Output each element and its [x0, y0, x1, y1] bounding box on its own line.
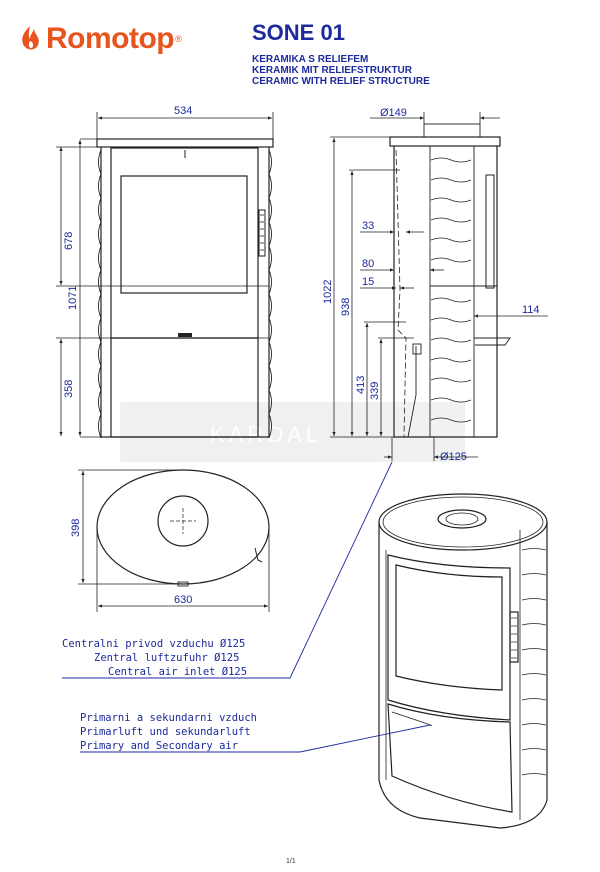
iso-door — [388, 555, 510, 720]
note-leaders — [62, 462, 430, 752]
isometric-view — [379, 494, 547, 828]
side-relief-pattern — [431, 158, 471, 422]
dim-side-413: 413 — [355, 375, 367, 394]
note-air-inlet-de: Zentral luftzufuhr Ø125 — [94, 652, 240, 664]
dim-plan-depth: 398 — [70, 518, 82, 537]
page-number: 1/1 — [286, 858, 296, 865]
subtitle-de: KERAMIK MIT RELIEFSTRUKTUR — [252, 65, 412, 76]
note-primary-air-en: Primary and Secondary air — [80, 740, 239, 752]
front-body — [101, 147, 269, 437]
dim-front-height-total: 1071 — [67, 285, 79, 310]
dim-side-15: 15 — [362, 276, 375, 288]
iso-relief-pattern — [522, 549, 546, 776]
side-body — [394, 146, 497, 437]
registered-mark: ® — [175, 34, 182, 44]
dim-side-938: 938 — [340, 297, 352, 316]
subtitle-cz: KERAMIKA S RELIEFEM — [252, 54, 369, 65]
dim-side-339: 339 — [369, 381, 381, 400]
plan-dimensions — [78, 470, 269, 612]
iso-lower-door — [388, 704, 512, 812]
dim-side-80: 80 — [362, 258, 375, 270]
iso-handle — [510, 612, 518, 662]
front-glass — [121, 176, 247, 293]
dim-front-upper: 678 — [63, 231, 75, 250]
dim-front-width: 534 — [174, 105, 193, 117]
brand-name: Romotop — [46, 22, 175, 55]
side-top-plate — [390, 137, 500, 146]
iso-body — [379, 522, 547, 828]
dim-side-114: 114 — [522, 304, 540, 316]
iso-glass — [396, 565, 502, 690]
note-air-inlet-cz: Centralni privod vzduchu Ø125 — [62, 638, 246, 650]
note-primary-air-de: Primarluft und sekundarluft — [80, 726, 251, 738]
side-flue-collar — [424, 124, 480, 137]
dim-front-lower: 358 — [63, 379, 75, 398]
iso-top — [379, 494, 547, 550]
side-view — [390, 124, 510, 437]
plan-view — [97, 470, 269, 586]
subtitle-en: CERAMIC WITH RELIEF STRUCTURE — [252, 76, 430, 87]
front-view — [97, 139, 273, 438]
model-title: SONE 01 — [252, 20, 345, 45]
front-dimensions — [56, 112, 273, 437]
note-primary-air-cz: Primarni a sekundarni vzduch — [80, 712, 258, 724]
door-handle — [259, 210, 265, 256]
dim-plan-width: 630 — [174, 594, 193, 606]
dim-side-top-diameter: Ø149 — [380, 107, 407, 119]
watermark-text: KARDAL — [210, 422, 323, 447]
dim-side-33: 33 — [362, 220, 375, 232]
dim-side-height-total: 1022 — [322, 279, 334, 304]
front-top-plate — [97, 139, 273, 147]
note-air-inlet-en: Central air inlet Ø125 — [108, 666, 248, 678]
dim-side-bottom-diameter: Ø125 — [440, 451, 467, 463]
